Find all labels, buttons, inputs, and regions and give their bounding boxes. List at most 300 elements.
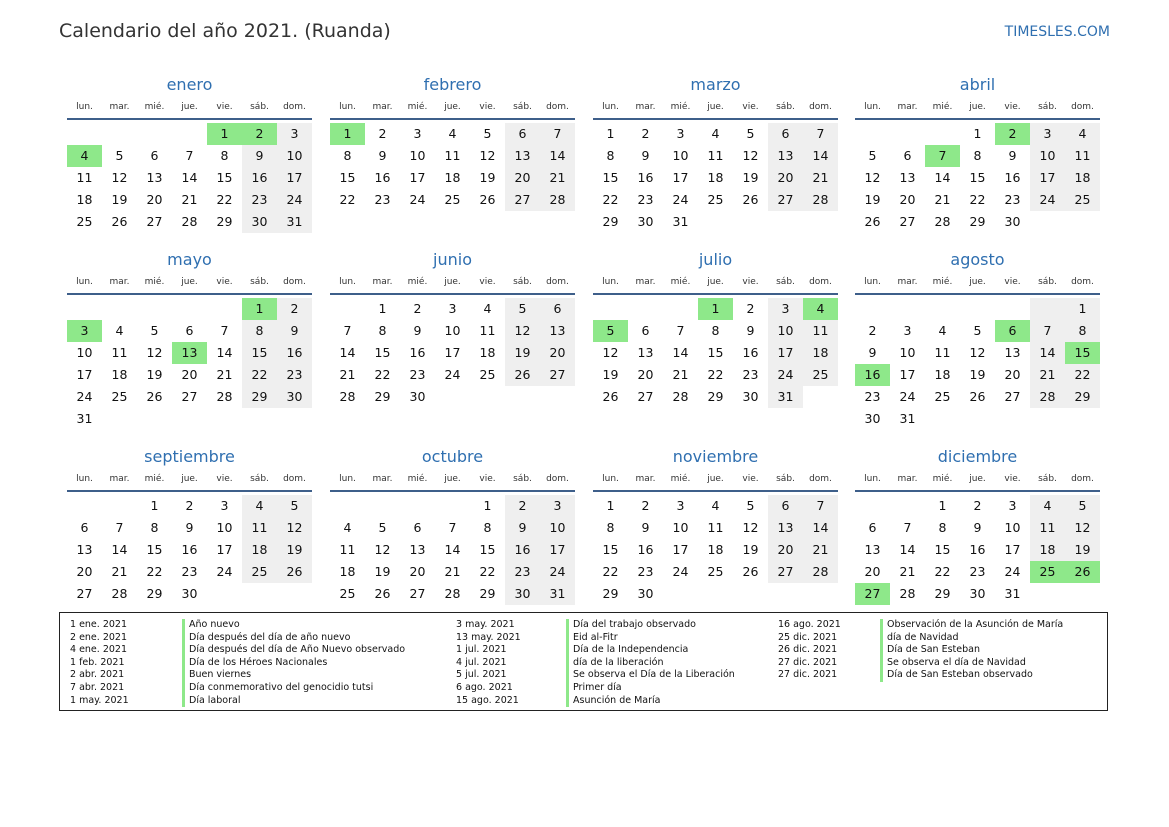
- day-cell[interactable]: 2: [505, 495, 540, 517]
- day-cell[interactable]: 12: [277, 517, 312, 539]
- day-cell[interactable]: 25: [242, 561, 277, 583]
- day-cell[interactable]: 25: [76, 214, 93, 229]
- day-cell[interactable]: 15: [146, 542, 163, 557]
- day-cell[interactable]: 30: [637, 214, 654, 229]
- day-cell[interactable]: 8: [606, 148, 615, 163]
- day-cell[interactable]: 15: [934, 542, 951, 557]
- day-cell[interactable]: 6: [185, 323, 194, 338]
- day-cell[interactable]: 19: [864, 192, 881, 207]
- day-cell[interactable]: 21: [934, 192, 951, 207]
- day-cell[interactable]: 14: [672, 345, 689, 360]
- day-cell[interactable]: 4: [1030, 495, 1065, 517]
- day-cell[interactable]: 30: [1004, 214, 1021, 229]
- day-cell[interactable]: 29: [479, 586, 496, 601]
- day-cell[interactable]: 28: [111, 586, 128, 601]
- day-cell[interactable]: 3: [1030, 123, 1065, 145]
- day-cell[interactable]: 27: [768, 189, 803, 211]
- day-cell[interactable]: 5: [115, 148, 124, 163]
- day-cell[interactable]: 8: [378, 323, 387, 338]
- day-cell[interactable]: 21: [339, 367, 356, 382]
- day-cell[interactable]: 21: [111, 564, 128, 579]
- day-cell[interactable]: 12: [742, 148, 759, 163]
- day-cell[interactable]: 19: [505, 342, 540, 364]
- day-cell[interactable]: 27: [505, 189, 540, 211]
- day-cell[interactable]: 20: [768, 167, 803, 189]
- day-cell[interactable]: 28: [803, 189, 838, 211]
- day-cell[interactable]: 5: [868, 148, 877, 163]
- day-cell[interactable]: 25: [1065, 189, 1100, 211]
- day-cell[interactable]: 29: [707, 389, 724, 404]
- day-cell[interactable]: 16: [1004, 170, 1021, 185]
- day-cell[interactable]: 12: [111, 170, 128, 185]
- day-cell[interactable]: 8: [1065, 320, 1100, 342]
- day-cell[interactable]: 11: [242, 517, 277, 539]
- day-cell[interactable]: 8: [483, 520, 492, 535]
- day-cell[interactable]: 18: [934, 367, 951, 382]
- day-cell[interactable]: 19: [479, 170, 496, 185]
- day-cell[interactable]: 27: [409, 586, 426, 601]
- day-cell[interactable]: 28: [444, 586, 461, 601]
- day-cell[interactable]: 1: [938, 498, 947, 513]
- day-cell[interactable]: 16: [969, 542, 986, 557]
- day-cell[interactable]: 17: [768, 342, 803, 364]
- day-cell[interactable]: 20: [1004, 367, 1021, 382]
- day-cell[interactable]: 21: [444, 564, 461, 579]
- day-cell[interactable]: 17: [672, 542, 689, 557]
- day-cell[interactable]: 29: [602, 214, 619, 229]
- day-cell[interactable]: 23: [969, 564, 986, 579]
- day-cell[interactable]: 25: [934, 389, 951, 404]
- day-cell[interactable]: 7: [185, 148, 194, 163]
- day-cell[interactable]: 6: [768, 123, 803, 145]
- day-cell[interactable]: 30: [505, 583, 540, 605]
- day-cell[interactable]: 30: [277, 386, 312, 408]
- day-cell[interactable]: 2: [868, 323, 877, 338]
- day-cell[interactable]: 29: [969, 214, 986, 229]
- day-cell[interactable]: 19: [742, 542, 759, 557]
- day-cell[interactable]: 2: [185, 498, 194, 513]
- day-cell[interactable]: 28: [803, 561, 838, 583]
- day-cell[interactable]: 4: [1065, 123, 1100, 145]
- day-cell[interactable]: 26: [602, 389, 619, 404]
- day-cell[interactable]: 18: [707, 170, 724, 185]
- day-cell[interactable]: 18: [1030, 539, 1065, 561]
- day-cell[interactable]: 6: [80, 520, 89, 535]
- day-cell[interactable]: 23: [742, 367, 759, 382]
- day-cell[interactable]: 9: [973, 520, 982, 535]
- day-cell[interactable]: 19: [374, 564, 391, 579]
- day-cell[interactable]: 14: [111, 542, 128, 557]
- day-cell[interactable]: 17: [76, 367, 93, 382]
- day-cell[interactable]: 31: [899, 411, 916, 426]
- day-cell[interactable]: 11: [934, 345, 951, 360]
- day-cell[interactable]: 23: [864, 389, 881, 404]
- day-cell[interactable]: 24: [277, 189, 312, 211]
- day-cell[interactable]: 2: [378, 126, 387, 141]
- day-cell[interactable]: 29: [216, 214, 233, 229]
- day-cell[interactable]: 13: [637, 345, 654, 360]
- day-cell[interactable]: 18: [1065, 167, 1100, 189]
- day-cell[interactable]: 15: [216, 170, 233, 185]
- day-cell[interactable]: 18: [76, 192, 93, 207]
- day-cell[interactable]: 28: [1030, 386, 1065, 408]
- day-cell[interactable]: 28: [540, 189, 575, 211]
- day-cell[interactable]: 15: [339, 170, 356, 185]
- day-cell[interactable]: 13: [76, 542, 93, 557]
- day-cell[interactable]: 10: [672, 148, 689, 163]
- day-cell[interactable]: 3: [277, 123, 312, 145]
- day-cell[interactable]: 11: [479, 323, 496, 338]
- day-cell[interactable]: 16: [374, 170, 391, 185]
- day-cell[interactable]: 31: [768, 386, 803, 408]
- day-cell[interactable]: 18: [479, 345, 496, 360]
- day-cell[interactable]: 16: [409, 345, 426, 360]
- day-cell[interactable]: 4: [242, 495, 277, 517]
- day-cell[interactable]: 13: [540, 320, 575, 342]
- day-cell[interactable]: 14: [1030, 342, 1065, 364]
- holiday-day-cell[interactable]: 1: [207, 123, 242, 145]
- day-cell[interactable]: 17: [899, 367, 916, 382]
- day-cell[interactable]: 7: [540, 123, 575, 145]
- day-cell[interactable]: 16: [181, 542, 198, 557]
- day-cell[interactable]: 14: [216, 345, 233, 360]
- holiday-day-cell[interactable]: 2: [242, 123, 277, 145]
- day-cell[interactable]: 17: [540, 539, 575, 561]
- day-cell[interactable]: 12: [505, 320, 540, 342]
- day-cell[interactable]: 6: [413, 520, 422, 535]
- day-cell[interactable]: 19: [969, 367, 986, 382]
- day-cell[interactable]: 9: [641, 148, 650, 163]
- day-cell[interactable]: 5: [1065, 495, 1100, 517]
- day-cell[interactable]: 30: [181, 586, 198, 601]
- day-cell[interactable]: 21: [803, 167, 838, 189]
- day-cell[interactable]: 26: [742, 564, 759, 579]
- day-cell[interactable]: 5: [973, 323, 982, 338]
- day-cell[interactable]: 22: [602, 564, 619, 579]
- day-cell[interactable]: 25: [707, 192, 724, 207]
- day-cell[interactable]: 8: [242, 320, 277, 342]
- day-cell[interactable]: 23: [1004, 192, 1021, 207]
- day-cell[interactable]: 11: [707, 520, 724, 535]
- holiday-day-cell[interactable]: 4: [67, 145, 102, 167]
- day-cell[interactable]: 3: [676, 126, 685, 141]
- day-cell[interactable]: 11: [76, 170, 93, 185]
- day-cell[interactable]: 12: [1065, 517, 1100, 539]
- day-cell[interactable]: 4: [448, 126, 457, 141]
- day-cell[interactable]: 24: [216, 564, 233, 579]
- day-cell[interactable]: 13: [768, 517, 803, 539]
- day-cell[interactable]: 3: [903, 323, 912, 338]
- day-cell[interactable]: 20: [768, 539, 803, 561]
- day-cell[interactable]: 26: [479, 192, 496, 207]
- day-cell[interactable]: 8: [711, 323, 720, 338]
- day-cell[interactable]: 1: [483, 498, 492, 513]
- day-cell[interactable]: 22: [707, 367, 724, 382]
- day-cell[interactable]: 7: [220, 323, 229, 338]
- day-cell[interactable]: 10: [216, 520, 233, 535]
- day-cell[interactable]: 29: [1065, 386, 1100, 408]
- day-cell[interactable]: 14: [803, 145, 838, 167]
- day-cell[interactable]: 5: [277, 495, 312, 517]
- day-cell[interactable]: 28: [181, 214, 198, 229]
- day-cell[interactable]: 24: [1030, 189, 1065, 211]
- day-cell[interactable]: 25: [339, 586, 356, 601]
- day-cell[interactable]: 25: [479, 367, 496, 382]
- day-cell[interactable]: 24: [672, 192, 689, 207]
- day-cell[interactable]: 9: [277, 320, 312, 342]
- day-cell[interactable]: 29: [934, 586, 951, 601]
- day-cell[interactable]: 12: [146, 345, 163, 360]
- day-cell[interactable]: 13: [505, 145, 540, 167]
- day-cell[interactable]: 28: [934, 214, 951, 229]
- day-cell[interactable]: 13: [899, 170, 916, 185]
- day-cell[interactable]: 25: [444, 192, 461, 207]
- day-cell[interactable]: 7: [676, 323, 685, 338]
- holiday-day-cell[interactable]: 3: [67, 320, 102, 342]
- day-cell[interactable]: 18: [242, 539, 277, 561]
- day-cell[interactable]: 30: [742, 389, 759, 404]
- day-cell[interactable]: 6: [903, 148, 912, 163]
- day-cell[interactable]: 20: [146, 192, 163, 207]
- day-cell[interactable]: 15: [479, 542, 496, 557]
- day-cell[interactable]: 18: [111, 367, 128, 382]
- day-cell[interactable]: 23: [181, 564, 198, 579]
- day-cell[interactable]: 31: [540, 583, 575, 605]
- day-cell[interactable]: 10: [1030, 145, 1065, 167]
- day-cell[interactable]: 5: [746, 126, 755, 141]
- day-cell[interactable]: 24: [76, 389, 93, 404]
- day-cell[interactable]: 14: [934, 170, 951, 185]
- day-cell[interactable]: 12: [602, 345, 619, 360]
- day-cell[interactable]: 22: [146, 564, 163, 579]
- day-cell[interactable]: 7: [115, 520, 124, 535]
- holiday-day-cell[interactable]: 15: [1065, 342, 1100, 364]
- day-cell[interactable]: 26: [374, 586, 391, 601]
- day-cell[interactable]: 16: [637, 170, 654, 185]
- day-cell[interactable]: 9: [505, 517, 540, 539]
- day-cell[interactable]: 15: [707, 345, 724, 360]
- day-cell[interactable]: 24: [768, 364, 803, 386]
- day-cell[interactable]: 25: [111, 389, 128, 404]
- day-cell[interactable]: 17: [216, 542, 233, 557]
- day-cell[interactable]: 7: [803, 123, 838, 145]
- day-cell[interactable]: 2: [641, 498, 650, 513]
- day-cell[interactable]: 10: [277, 145, 312, 167]
- day-cell[interactable]: 3: [1008, 498, 1017, 513]
- holiday-day-cell[interactable]: 2: [995, 123, 1030, 145]
- holiday-day-cell[interactable]: 5: [593, 320, 628, 342]
- day-cell[interactable]: 1: [1065, 298, 1100, 320]
- day-cell[interactable]: 23: [277, 364, 312, 386]
- day-cell[interactable]: 4: [711, 126, 720, 141]
- day-cell[interactable]: 10: [540, 517, 575, 539]
- day-cell[interactable]: 22: [602, 192, 619, 207]
- day-cell[interactable]: 6: [868, 520, 877, 535]
- day-cell[interactable]: 9: [746, 323, 755, 338]
- day-cell[interactable]: 11: [803, 320, 838, 342]
- day-cell[interactable]: 20: [181, 367, 198, 382]
- day-cell[interactable]: 2: [973, 498, 982, 513]
- day-cell[interactable]: 19: [111, 192, 128, 207]
- day-cell[interactable]: 28: [216, 389, 233, 404]
- day-cell[interactable]: 12: [374, 542, 391, 557]
- day-cell[interactable]: 14: [899, 542, 916, 557]
- day-cell[interactable]: 18: [707, 542, 724, 557]
- day-cell[interactable]: 17: [444, 345, 461, 360]
- day-cell[interactable]: 16: [505, 539, 540, 561]
- day-cell[interactable]: 27: [899, 214, 916, 229]
- day-cell[interactable]: 9: [185, 520, 194, 535]
- day-cell[interactable]: 31: [76, 411, 93, 426]
- day-cell[interactable]: 29: [374, 389, 391, 404]
- day-cell[interactable]: 4: [938, 323, 947, 338]
- day-cell[interactable]: 12: [742, 520, 759, 535]
- day-cell[interactable]: 11: [1030, 517, 1065, 539]
- day-cell[interactable]: 1: [378, 301, 387, 316]
- day-cell[interactable]: 16: [742, 345, 759, 360]
- day-cell[interactable]: 5: [746, 498, 755, 513]
- day-cell[interactable]: 30: [409, 389, 426, 404]
- day-cell[interactable]: 19: [742, 170, 759, 185]
- holiday-day-cell[interactable]: 26: [1065, 561, 1100, 583]
- day-cell[interactable]: 19: [1065, 539, 1100, 561]
- day-cell[interactable]: 12: [479, 148, 496, 163]
- day-cell[interactable]: 7: [803, 495, 838, 517]
- day-cell[interactable]: 13: [1004, 345, 1021, 360]
- day-cell[interactable]: 22: [969, 192, 986, 207]
- holiday-day-cell[interactable]: 1: [330, 123, 365, 145]
- holiday-day-cell[interactable]: 7: [925, 145, 960, 167]
- day-cell[interactable]: 9: [868, 345, 877, 360]
- day-cell[interactable]: 1: [606, 498, 615, 513]
- day-cell[interactable]: 20: [409, 564, 426, 579]
- day-cell[interactable]: 14: [803, 517, 838, 539]
- day-cell[interactable]: 17: [277, 167, 312, 189]
- day-cell[interactable]: 26: [146, 389, 163, 404]
- day-cell[interactable]: 6: [768, 495, 803, 517]
- day-cell[interactable]: 8: [606, 520, 615, 535]
- day-cell[interactable]: 20: [899, 192, 916, 207]
- day-cell[interactable]: 26: [277, 561, 312, 583]
- day-cell[interactable]: 3: [540, 495, 575, 517]
- day-cell[interactable]: 18: [803, 342, 838, 364]
- day-cell[interactable]: 26: [742, 192, 759, 207]
- day-cell[interactable]: 10: [444, 323, 461, 338]
- day-cell[interactable]: 31: [1004, 586, 1021, 601]
- day-cell[interactable]: 10: [672, 520, 689, 535]
- day-cell[interactable]: 22: [374, 367, 391, 382]
- day-cell[interactable]: 28: [672, 389, 689, 404]
- day-cell[interactable]: 8: [150, 520, 159, 535]
- day-cell[interactable]: 3: [676, 498, 685, 513]
- day-cell[interactable]: 23: [505, 561, 540, 583]
- day-cell[interactable]: 14: [444, 542, 461, 557]
- day-cell[interactable]: 7: [343, 323, 352, 338]
- day-cell[interactable]: 20: [540, 342, 575, 364]
- day-cell[interactable]: 10: [899, 345, 916, 360]
- day-cell[interactable]: 9: [378, 148, 387, 163]
- day-cell[interactable]: 16: [637, 542, 654, 557]
- day-cell[interactable]: 27: [146, 214, 163, 229]
- day-cell[interactable]: 6: [505, 123, 540, 145]
- day-cell[interactable]: 1: [150, 498, 159, 513]
- day-cell[interactable]: 20: [505, 167, 540, 189]
- day-cell[interactable]: 9: [1008, 148, 1017, 163]
- site-link[interactable]: TIMESLES.COM: [1004, 24, 1110, 40]
- day-cell[interactable]: 10: [1004, 520, 1021, 535]
- day-cell[interactable]: 15: [602, 542, 619, 557]
- holiday-day-cell[interactable]: 6: [995, 320, 1030, 342]
- day-cell[interactable]: 12: [864, 170, 881, 185]
- day-cell[interactable]: 23: [242, 189, 277, 211]
- holiday-day-cell[interactable]: 25: [1030, 561, 1065, 583]
- day-cell[interactable]: 8: [343, 148, 352, 163]
- day-cell[interactable]: 1: [606, 126, 615, 141]
- day-cell[interactable]: 6: [641, 323, 650, 338]
- holiday-day-cell[interactable]: 27: [855, 583, 890, 605]
- day-cell[interactable]: 23: [409, 367, 426, 382]
- day-cell[interactable]: 15: [374, 345, 391, 360]
- day-cell[interactable]: 27: [181, 389, 198, 404]
- day-cell[interactable]: 31: [277, 211, 312, 233]
- day-cell[interactable]: 21: [540, 167, 575, 189]
- day-cell[interactable]: 19: [146, 367, 163, 382]
- day-cell[interactable]: 21: [181, 192, 198, 207]
- day-cell[interactable]: 30: [864, 411, 881, 426]
- day-cell[interactable]: 6: [540, 298, 575, 320]
- day-cell[interactable]: 24: [899, 389, 916, 404]
- day-cell[interactable]: 8: [938, 520, 947, 535]
- day-cell[interactable]: 17: [1030, 167, 1065, 189]
- day-cell[interactable]: 28: [899, 586, 916, 601]
- day-cell[interactable]: 23: [637, 564, 654, 579]
- day-cell[interactable]: 8: [220, 148, 229, 163]
- day-cell[interactable]: 15: [242, 342, 277, 364]
- day-cell[interactable]: 3: [768, 298, 803, 320]
- day-cell[interactable]: 27: [540, 364, 575, 386]
- day-cell[interactable]: 29: [146, 586, 163, 601]
- day-cell[interactable]: 4: [343, 520, 352, 535]
- day-cell[interactable]: 16: [242, 167, 277, 189]
- day-cell[interactable]: 5: [505, 298, 540, 320]
- day-cell[interactable]: 23: [374, 192, 391, 207]
- day-cell[interactable]: 15: [602, 170, 619, 185]
- day-cell[interactable]: 21: [216, 367, 233, 382]
- day-cell[interactable]: 7: [903, 520, 912, 535]
- day-cell[interactable]: 30: [969, 586, 986, 601]
- day-cell[interactable]: 12: [969, 345, 986, 360]
- day-cell[interactable]: 29: [602, 586, 619, 601]
- day-cell[interactable]: 2: [746, 301, 755, 316]
- day-cell[interactable]: 3: [220, 498, 229, 513]
- holiday-day-cell[interactable]: 13: [172, 342, 207, 364]
- holiday-day-cell[interactable]: 1: [698, 298, 733, 320]
- day-cell[interactable]: 16: [277, 342, 312, 364]
- day-cell[interactable]: 30: [637, 586, 654, 601]
- day-cell[interactable]: 5: [378, 520, 387, 535]
- day-cell[interactable]: 14: [339, 345, 356, 360]
- day-cell[interactable]: 27: [768, 561, 803, 583]
- day-cell[interactable]: 20: [637, 367, 654, 382]
- holiday-day-cell[interactable]: 4: [803, 298, 838, 320]
- day-cell[interactable]: 3: [413, 126, 422, 141]
- day-cell[interactable]: 17: [672, 170, 689, 185]
- day-cell[interactable]: 22: [1065, 364, 1100, 386]
- day-cell[interactable]: 5: [483, 126, 492, 141]
- day-cell[interactable]: 25: [707, 564, 724, 579]
- day-cell[interactable]: 21: [672, 367, 689, 382]
- day-cell[interactable]: 11: [707, 148, 724, 163]
